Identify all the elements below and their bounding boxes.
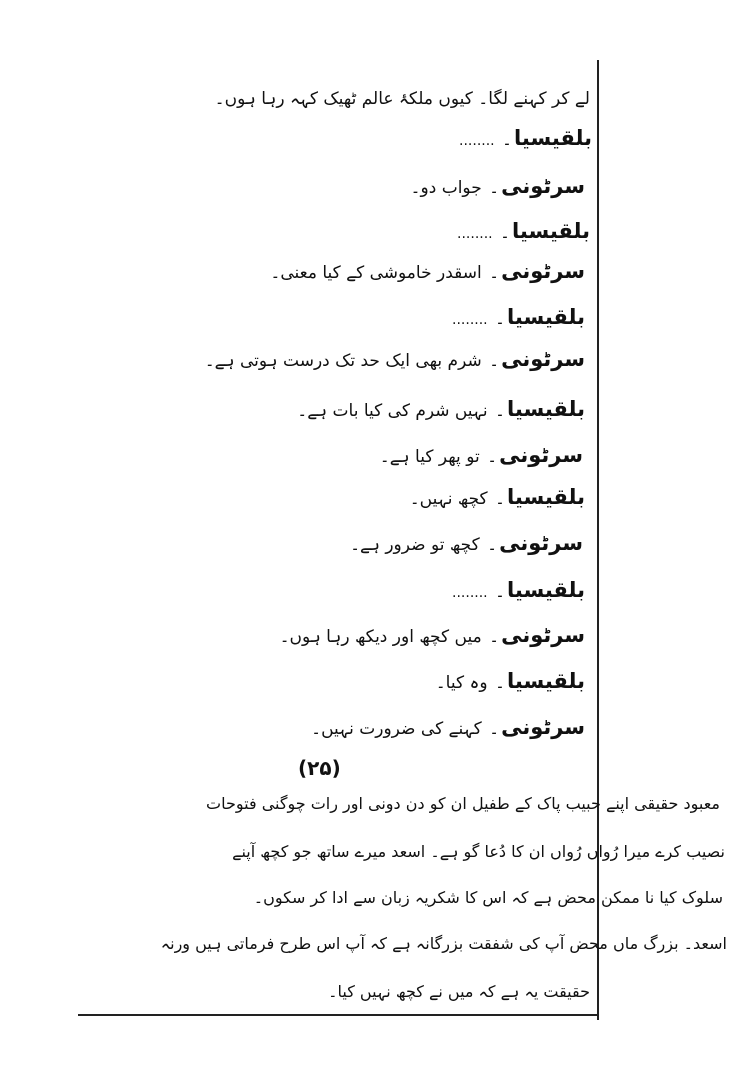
dialogue-text: کہنے کی ضرورت نہیں۔ <box>311 719 482 739</box>
dialogue-text: وہ کیا۔ <box>435 673 488 693</box>
paragraph-line: سلوک کیا نا ممکن محض ہے کہ اس کا شکریہ زبان سے ادا کر سکوں۔ <box>253 888 723 907</box>
dialogue-line: سرٹونی۔ اسقدر خاموشی کے کیا معنی۔ <box>270 259 585 283</box>
dialogue-text: شرم بھی ایک حد تک درست ہوتی ہے۔ <box>204 351 482 371</box>
speaker-name: سرٹونی <box>501 259 585 283</box>
dialogue-line: بلقیسیا۔ ........ <box>457 219 590 243</box>
speaker-name: سرٹونی <box>501 715 585 739</box>
speaker-name: بلقیسیا <box>507 305 585 329</box>
dialogue-line: سرٹونی۔ کہنے کی ضرورت نہیں۔ <box>311 715 585 739</box>
dialogue-line: سرٹونی۔ شرم بھی ایک حد تک درست ہوتی ہے۔ <box>204 347 585 371</box>
dialogue-text: تو پھر کیا ہے۔ <box>379 447 480 467</box>
dialogue-text: نہیں شرم کی کیا بات ہے۔ <box>297 401 488 421</box>
speaker-name: بلقیسیا <box>507 397 585 421</box>
dialogue-text: ........ <box>452 585 488 601</box>
dialogue-text: کچھ تو ضرور ہے۔ <box>350 535 480 555</box>
speaker-name: بلقیسیا <box>507 669 585 693</box>
dialogue-text: اسقدر خاموشی کے کیا معنی۔ <box>270 263 482 283</box>
speaker-name: بلقیسیا <box>507 578 585 602</box>
speaker-name: بلقیسیا <box>507 485 585 509</box>
speaker-name: سرٹونی <box>501 347 585 371</box>
dialogue-text: کچھ نہیں۔ <box>409 489 488 509</box>
dialogue-line: بلقیسیا۔ نہیں شرم کی کیا بات ہے۔ <box>297 397 585 421</box>
page-border-right <box>597 60 599 1020</box>
dialogue-line: سرٹونی۔ میں کچھ اور دیکھ رہا ہوں۔ <box>279 623 585 647</box>
speaker-name: بلقیسیا <box>514 126 592 150</box>
paragraph-line: نصیب کرے میرا رُواں رُواں ان کا دُعا گو ہے۔ اسعد میرے ساتھ جو کچھ آپنے <box>232 842 725 861</box>
paragraph-line: معبود حقیقی اپنے حبیب پاک کے طفیل ان کو دن دونی اور رات چوگنی فتوحات <box>206 794 720 813</box>
dialogue-text: میں کچھ اور دیکھ رہا ہوں۔ <box>279 627 482 647</box>
dialogue-line: بلقیسیا۔ وہ کیا۔ <box>435 669 585 693</box>
dialogue-text: لے کر کہنے لگا۔ کیوں ملکۂ عالم ٹھیک کہہ رہا ہوں۔ <box>214 89 590 109</box>
dialogue-text: ........ <box>459 133 495 149</box>
dialogue-line: سرٹونی۔ تو پھر کیا ہے۔ <box>379 443 583 467</box>
dialogue-line: بلقیسیا۔ کچھ نہیں۔ <box>409 485 585 509</box>
section-number: (۲۵) <box>298 756 341 780</box>
dialogue-text: ........ <box>457 226 493 242</box>
paragraph-line: اسعد۔ بزرگ ماں محض آپ کی شفقت بزرگانہ ہے کہ آپ اس طرح فرماتی ہیں ورنہ <box>160 934 727 953</box>
dialogue-line <box>215 86 590 112</box>
dialogue-line: بلقیسیا۔ ........ <box>452 305 585 329</box>
speaker-name: سرٹونی <box>501 623 585 647</box>
page-border-bottom <box>78 1014 598 1016</box>
speaker-name: سرٹونی <box>499 531 583 555</box>
dialogue-line: سرٹونی۔ کچھ تو ضرور ہے۔ <box>350 531 583 555</box>
paragraph-line: حقیقت یہ ہے کہ میں نے کچھ نہیں کیا۔ <box>328 982 590 1001</box>
speaker-name: سرٹونی <box>501 174 585 198</box>
speaker-name: سرٹونی <box>499 443 583 467</box>
dialogue-text: ........ <box>452 312 488 328</box>
dialogue-text: جواب دو۔ <box>410 178 482 198</box>
dialogue-line: بلقیسیا۔ ........ <box>452 578 585 602</box>
speaker-name: بلقیسیا <box>512 219 590 243</box>
dialogue-line: سرٹونی۔ جواب دو۔ <box>410 174 585 198</box>
dialogue-line: بلقیسیا۔ ........ <box>459 126 592 150</box>
